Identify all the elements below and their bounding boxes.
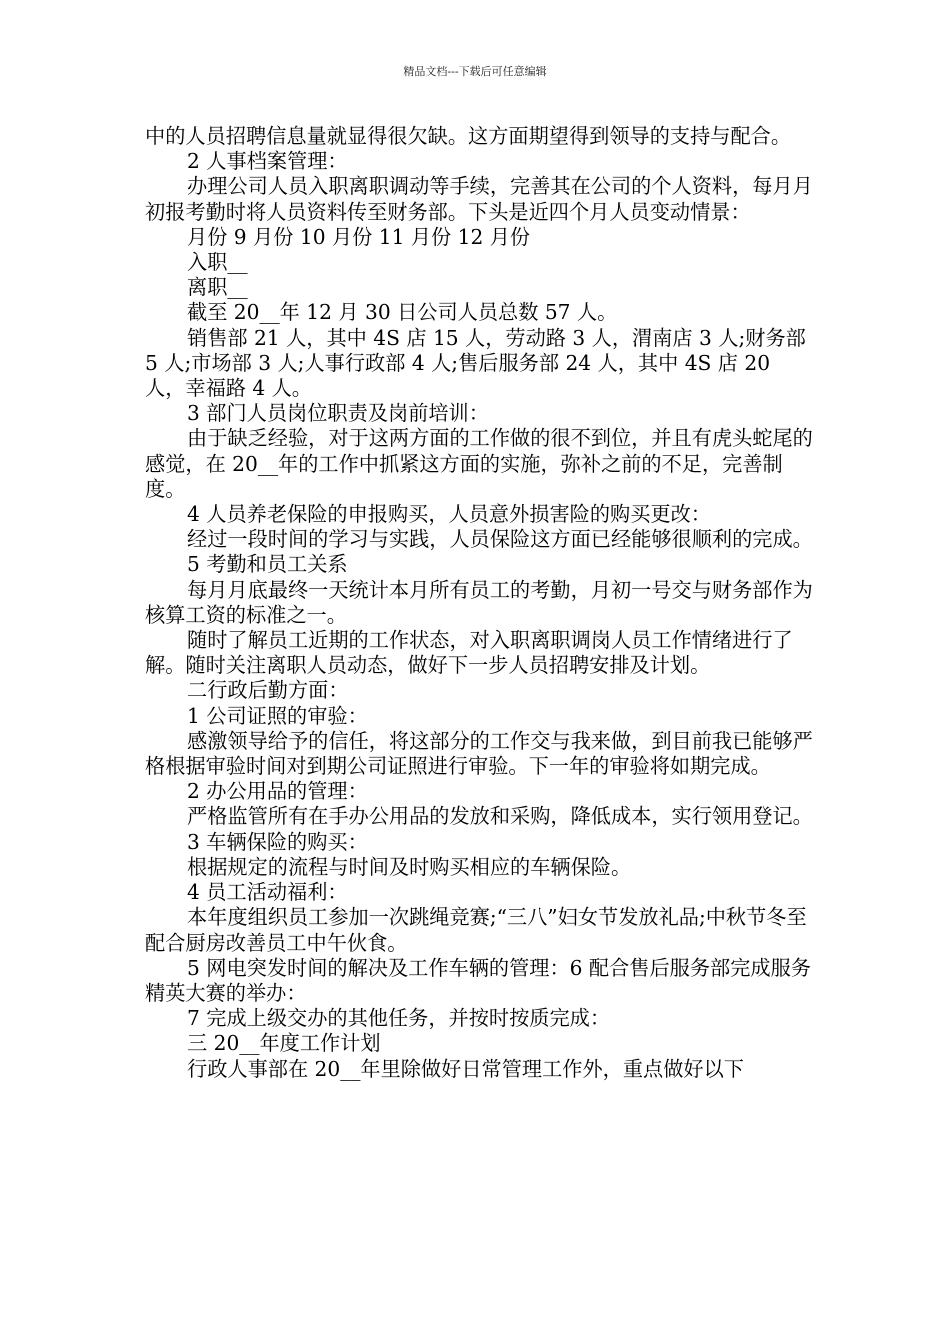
page-header: 精品文档---下载后可任意编辑 — [403, 65, 547, 78]
paragraph: 销售部 21 人，其中 4S 店 15 人，劳动路 3 人，渭南店 3 人;财务部 5 人;市场部 3 人;人事行政部 4 人;售后服务部 24 人，其中 4S 店 20 人，幸福路 4 人。 — [145, 325, 806, 401]
paragraph: 经过一段时间的学习与实践，人员保险这方面已经能够很顺利的完成。 — [187, 527, 813, 552]
paragraph: 7 完成上级交办的其他任务，并按时按质完成： — [187, 1006, 611, 1031]
section-heading: 3 车辆保险的购买： — [187, 829, 368, 854]
paragraph: 月份 9 月份 10 月份 11 月份 12 月份 — [187, 224, 531, 249]
paragraph: 随时了解员工近期的工作状态，对入职离职调岗人员工作情绪进行了解。随时关注离职人员动态，做好下一步人员招聘安排及计划。 — [145, 628, 793, 678]
paragraph: 本年度组织员工参加一次跳绳竞赛;“三八”妇女节发放礼品;中秋节冬至配合厨房改善员工中午伙食。 — [145, 905, 807, 955]
paragraph: 办理公司人员入职离职调动等手续，完善其在公司的个人资料，每月月初报考勤时将人员资料传至财务部。下头是近四个月人员变动情景： — [145, 174, 813, 224]
section-heading: 三 20__年度工作计划 — [187, 1031, 381, 1056]
paragraph: 由于缺乏经验，对于这两方面的工作做的很不到位，并且有虎头蛇尾的感觉，在 20__年的工作中抓紧这方面的实施，弥补之前的不足，完善制度。 — [145, 426, 813, 501]
section-heading: 4 人员养老保险的申报购买，人员意外损害险的购买更改： — [187, 502, 711, 527]
section-heading: 2 人事档案管理： — [187, 149, 348, 174]
section-heading: 1 公司证照的审验： — [187, 703, 368, 728]
paragraph: 每月月底最终一天统计本月所有员工的考勤，月初一号交与财务部作为核算工资的标准之一。 — [145, 577, 813, 627]
paragraph: 根据规定的流程与时间及时购买相应的车辆保险。 — [187, 854, 632, 879]
paragraph: 中的人员招聘信息量就显得很欠缺。这方面期望得到领导的支持与配合。 — [145, 124, 792, 148]
section-heading: 5 考勤和员工关系 — [187, 552, 348, 577]
paragraph: 行政人事部在 20__年里除做好日常管理工作外，重点做好以下 — [187, 1056, 744, 1081]
paragraph: 截至 20__年 12 月 30 日公司人员总数 57 人。 — [187, 300, 618, 325]
paragraph: 严格监管所有在手办公用品的发放和采购，降低成本，实行领用登记。 — [187, 804, 813, 829]
section-heading: 4 员工活动福利： — [187, 880, 348, 905]
paragraph: 入职__ — [187, 250, 248, 275]
section-heading: 二行政后勤方面： — [187, 678, 349, 703]
paragraph: 感激领导给予的信任，将这部分的工作交与我来做，到目前我已能够严格根据审验时间对到期公司证照进行审验。下一年的审验将如期完成。 — [145, 728, 813, 779]
document-body — [145, 124, 813, 1082]
paragraph: 5 网电突发时间的解决及工作车辆的管理：6 配合售后服务部完成服务精英大赛的举办： — [145, 955, 811, 1005]
section-heading: 2 办公用品的管理： — [187, 779, 368, 804]
section-heading: 3 部门人员岗位职责及岗前培训： — [187, 401, 489, 426]
paragraph: 离职__ — [187, 275, 248, 300]
